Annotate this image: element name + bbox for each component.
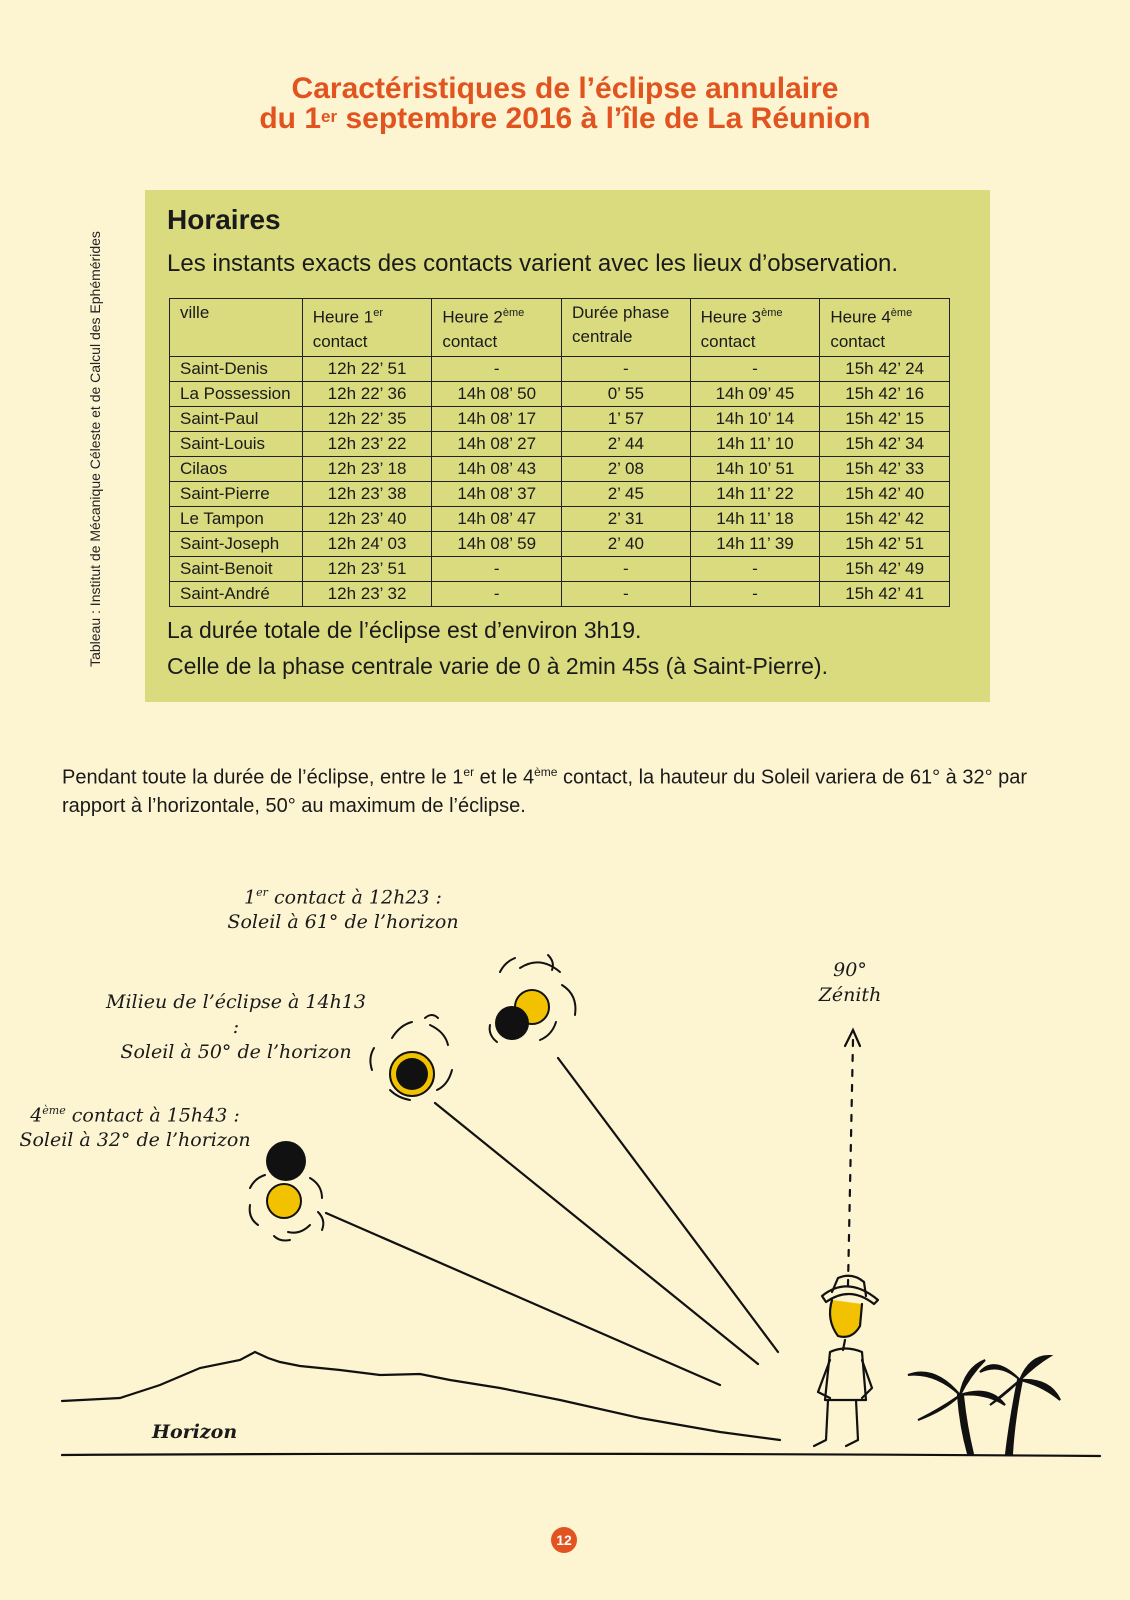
header-label: Heure 3: [700, 307, 762, 327]
header-label: Heure 2: [442, 307, 503, 327]
title-line-1: Caractéristiques de l’éclipse annulaire: [291, 72, 839, 105]
time-cell: 12h 23’ 38: [302, 481, 432, 506]
label-fourth-line2: Soleil à 32° de l’horizon: [19, 1129, 251, 1152]
city-cell: Saint-Paul: [170, 406, 303, 431]
table-credit: Tableau : Institut de Mécanique Céleste et de Calcul des Ephémérides: [87, 231, 103, 667]
time-cell: 12h 22’ 35: [302, 406, 432, 431]
para-sup-1: er: [463, 765, 475, 779]
sight-line-mid: [435, 1103, 758, 1364]
header-label: Durée phase: [572, 303, 670, 322]
header-label: Heure 1: [312, 307, 374, 327]
city-cell: Saint-Pierre: [170, 481, 303, 506]
time-cell: 14h 10’ 51: [690, 456, 820, 481]
time-cell: -: [690, 556, 820, 581]
schedule-intro: Les instants exacts des contacts varient avec les lieux d’observation.: [167, 250, 899, 277]
label-zenith-degrees: 90°: [833, 959, 867, 981]
header-label-second-line: contact: [442, 331, 498, 351]
header-sup: er: [373, 307, 383, 319]
city-cell: Saint-Denis: [170, 356, 303, 381]
para-part-3: contact, la hauteur du Soleil variera de 61° à 32° par rapport à l’horizontale, 50° au maximum de l’éclipse.: [62, 766, 1028, 817]
header-label-second-line: contact: [830, 331, 886, 351]
city-cell: Le Tampon: [170, 506, 303, 531]
note-total-duration: La durée totale de l’éclipse est d’environ 3h19.: [167, 617, 642, 643]
time-cell: 12h 22’ 36: [302, 381, 432, 406]
time-cell: 15h 42’ 16: [820, 381, 950, 406]
city-cell: Saint-Louis: [170, 431, 303, 456]
time-cell: 2’ 08: [562, 456, 691, 481]
time-cell: 2’ 40: [562, 531, 691, 556]
time-cell: 12h 23’ 32: [302, 581, 432, 606]
sight-line-first: [558, 1058, 778, 1352]
city-cell: Saint-André: [170, 581, 303, 606]
time-cell: 15h 42’ 49: [820, 556, 950, 581]
note-central-phase: Celle de la phase centrale varie de 0 à 2min 45s (à Saint-Pierre).: [167, 653, 828, 679]
time-cell: -: [690, 581, 820, 606]
time-cell: -: [562, 556, 691, 581]
time-cell: 12h 22’ 51: [302, 356, 432, 381]
time-cell: 2’ 45: [562, 481, 691, 506]
time-cell: 1’ 57: [562, 406, 691, 431]
time-cell: 15h 42’ 40: [820, 481, 950, 506]
time-cell: -: [562, 356, 691, 381]
time-cell: 14h 08’ 59: [432, 531, 562, 556]
sight-line-fourth: [326, 1213, 720, 1385]
para-part-1: Pendant toute la durée de l’éclipse, entre le 1: [62, 766, 464, 789]
title-line-2-post: septembre 2016 à l’île de La Réunion: [337, 102, 871, 135]
label-first-line2: Soleil à 61° de l’horizon: [227, 911, 459, 934]
time-cell: -: [432, 556, 562, 581]
time-cell: 14h 08’ 43: [432, 456, 562, 481]
label-fourth-pre: 4: [30, 1104, 43, 1127]
time-cell: 15h 42’ 42: [820, 506, 950, 531]
schedule-heading: Horaires: [167, 204, 281, 235]
time-cell: 14h 08’ 17: [432, 406, 562, 431]
header-label-second-line: contact: [700, 331, 756, 351]
time-cell: 14h 08’ 50: [432, 381, 562, 406]
ground-line: [62, 1454, 1100, 1456]
header-sup: ème: [761, 307, 783, 319]
time-cell: 14h 11’ 10: [690, 431, 820, 456]
header-label-second-line: centrale: [572, 327, 633, 346]
label-zenith: [800, 958, 900, 1008]
page-number: 12: [551, 1527, 577, 1553]
time-cell: 15h 42’ 34: [820, 431, 950, 456]
time-cell: 2’ 31: [562, 506, 691, 531]
label-first-line1: contact à 12h23 :: [267, 886, 442, 909]
header-sup: ème: [890, 307, 913, 319]
city-cell: Saint-Joseph: [170, 531, 303, 556]
time-cell: 14h 11’ 18: [690, 506, 820, 531]
title-sup: er: [321, 107, 338, 126]
time-cell: 14h 08’ 37: [432, 481, 562, 506]
time-cell: 2’ 44: [562, 431, 691, 456]
palm-tree-right: [980, 1356, 1060, 1454]
time-cell: 12h 23’ 40: [302, 506, 432, 531]
time-cell: 0’ 55: [562, 381, 691, 406]
time-cell: 14h 09’ 45: [690, 381, 820, 406]
time-cell: 15h 42’ 51: [820, 531, 950, 556]
time-cell: 15h 42’ 33: [820, 456, 950, 481]
para-part-2: et le 4: [474, 766, 535, 789]
time-cell: 15h 42’ 41: [820, 581, 950, 606]
header-label: ville: [180, 303, 210, 322]
time-cell: 14h 10’ 14: [690, 406, 820, 431]
header-sup: ème: [502, 307, 525, 319]
label-fourth-contact: [10, 1098, 260, 1153]
city-cell: Saint-Benoit: [170, 556, 303, 581]
label-mid-eclipse: [100, 990, 372, 1065]
time-cell: 14h 11’ 22: [690, 481, 820, 506]
observer-figure: [814, 1276, 878, 1446]
label-first-contact: [218, 880, 468, 935]
header-label-second-line: contact: [312, 331, 368, 351]
zenith-arrow-line: [848, 1040, 853, 1285]
sun-mid-eclipse: [370, 1015, 452, 1100]
sun-first-contact: [490, 955, 576, 1042]
city-cell: La Possession: [170, 381, 303, 406]
time-cell: 14h 08’ 27: [432, 431, 562, 456]
city-cell: Cilaos: [170, 456, 303, 481]
time-cell: -: [690, 356, 820, 381]
label-mid-line2: Soleil à 50° de l’horizon: [120, 1041, 352, 1063]
sun-fourth-contact: [250, 1141, 324, 1241]
header-label: Heure 4: [830, 307, 891, 327]
time-cell: 12h 24’ 03: [302, 531, 432, 556]
para-sup-2: ème: [534, 765, 558, 779]
time-cell: 14h 11’ 39: [690, 531, 820, 556]
label-zenith-word: Zénith: [818, 984, 882, 1006]
label-first-pre: 1: [244, 886, 257, 909]
palm-tree-left: [908, 1360, 1005, 1454]
label-mid-line1: Milieu de l’éclipse à 14h13 :: [106, 991, 366, 1038]
label-fourth-sup: ème: [42, 1104, 66, 1117]
label-fourth-line1: contact à 15h43 :: [65, 1104, 240, 1127]
time-cell: -: [432, 581, 562, 606]
label-first-sup: er: [256, 886, 268, 899]
time-cell: 15h 42’ 24: [820, 356, 950, 381]
time-cell: -: [432, 356, 562, 381]
time-cell: 15h 42’ 15: [820, 406, 950, 431]
time-cell: 12h 23’ 18: [302, 456, 432, 481]
title-line-2-pre: du 1: [259, 102, 322, 135]
time-cell: 12h 23’ 22: [302, 431, 432, 456]
label-horizon: Horizon: [152, 1421, 238, 1443]
time-cell: 14h 08’ 47: [432, 506, 562, 531]
time-cell: -: [562, 581, 691, 606]
time-cell: 12h 23’ 51: [302, 556, 432, 581]
